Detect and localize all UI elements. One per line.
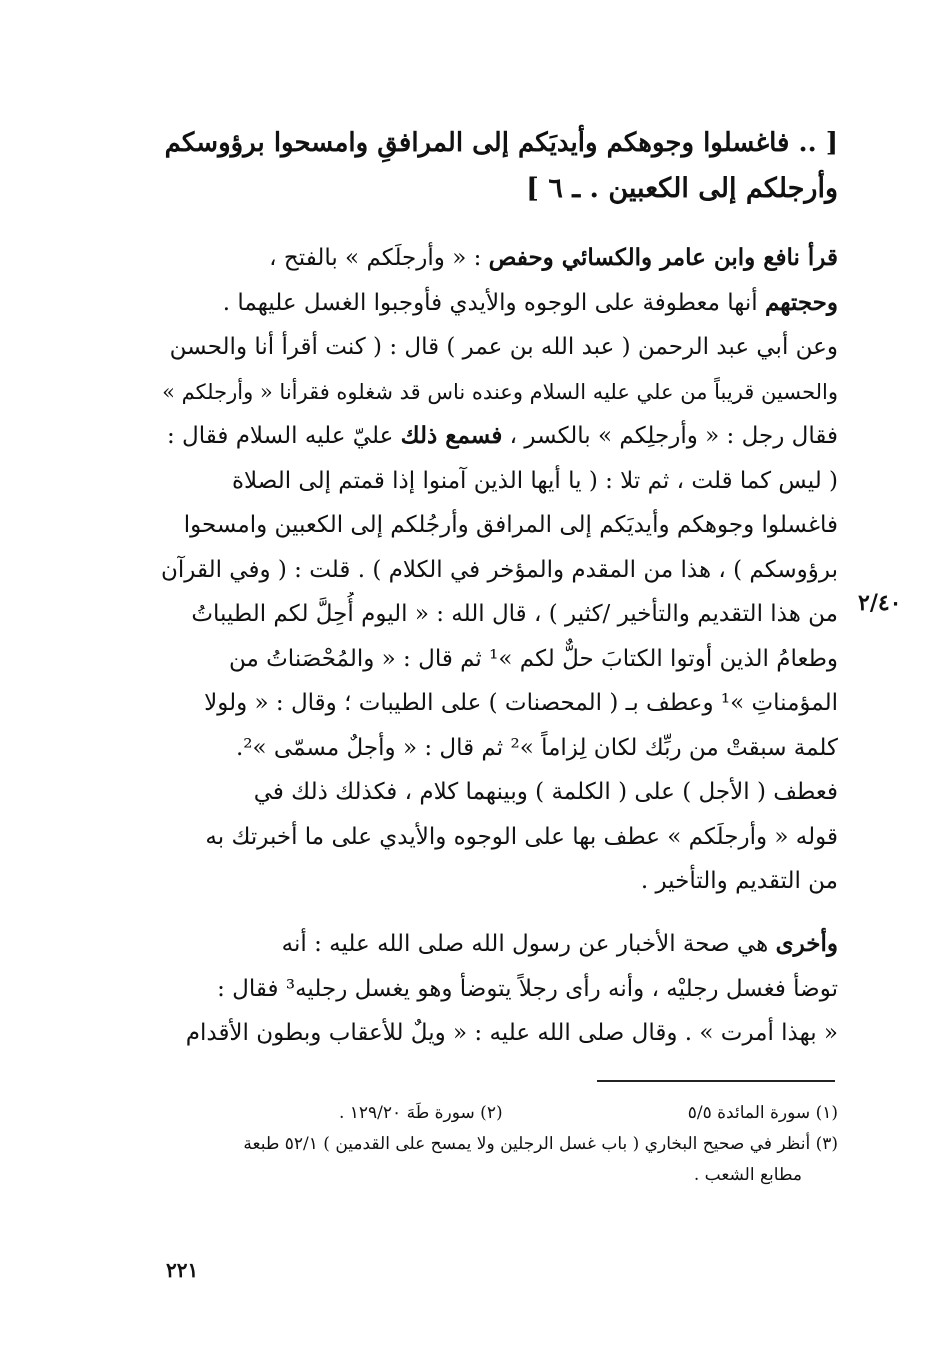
paragraph-line: فاغسلوا وجوهكم وأيديَكم إلى المرافق وأرجُلكم إلى الكعبين وامسحوا <box>183 512 838 538</box>
footnote-3: (٣) أنظر في صحيح البخاري ( باب غسل الرجلين ولا يمسح على القدمين ) ٥٢/١ طبعة <box>243 1134 838 1154</box>
commentary-paragraph <box>158 236 838 904</box>
footnote-row <box>158 1098 838 1129</box>
paragraph-line: من التقديم والتأخير . <box>640 868 838 894</box>
footnote-2: (٢) سورة طَهَ ١٢٩/٢٠ . <box>338 1103 503 1123</box>
paragraph-line: وطعامُ الذين أوتوا الكتابَ حلٌّ لكم »¹ ثم قال : « والمُحْصَناتُ من <box>229 645 838 672</box>
footnote-divider <box>597 1080 835 1082</box>
paragraph-line: فعطف ( الأجل ) على ( الكلمة ) وبينهما كلام ، فكذلك ذلك في <box>253 779 838 805</box>
quran-verse-heading <box>158 120 838 212</box>
paragraph-line: برؤوسكم ) ، هذا من المقدم والمؤخر في الكلام ) . قلت : ( وفي القرآن <box>160 556 838 583</box>
paragraph-line: وحجتهم أنها معطوفة على الوجوه والأيدي فأوجبوا الغسل عليهما . <box>222 288 838 316</box>
verse-line: [ .. فاغسلوا وجوهكم وأيديَكم إلى المرافقِ وامسحوا برؤوسكم <box>164 128 838 158</box>
paragraph-line: المؤمناتِ »¹ وعطف بـ ( المحصنات ) على الطيبات ؛ وقال : « ولولا <box>204 690 838 716</box>
paragraph-line: قوله « وأرجلَكم » عطف بها على الوجوه والأيدي على ما أخبرتك به <box>205 823 838 850</box>
page-number: ٢٢١ <box>166 1258 199 1282</box>
paragraph-line: قرأ نافع وابن عامر والكسائي وحفص : « وأرجلَكم » بالفتح ، <box>269 244 838 271</box>
footnotes <box>158 1098 838 1191</box>
verse-line: وأرجلكم إلى الكعبين . ـ ٦ ] <box>526 173 838 204</box>
paragraph-line: وأخرى هي صحة الأخبار عن رسول الله صلى الله عليه : أنه <box>281 930 838 957</box>
paragraph-line: من هذا التقديم والتأخير /كثير ) ، قال الله : « اليوم أُحِلَّ لكم الطيباتُ <box>191 601 838 627</box>
footnote-1: (١) سورة المائدة ٥/٥ <box>687 1103 838 1123</box>
commentary-paragraph-2 <box>158 922 838 1056</box>
paragraph-line: توضأ فغسل رجليْه ، وأنه رأى رجلاً يتوضأ وهو يغسل رجليه³ فقال : <box>217 975 838 1002</box>
footnote-3-continuation: مطابع الشعب . <box>693 1165 802 1185</box>
paragraph-line: كلمة سبقتْ من ربِّك لكان لِزاماً »² ثم قال : « وأجلٌ مسمّى »². <box>235 734 838 761</box>
margin-reference: ٢/٤٠ <box>858 590 902 616</box>
paragraph-line: وعن أبي عبد الرحمن ( عبد الله بن عمر ) قال : ( كنت أقرأ أنا والحسن <box>169 334 838 360</box>
paragraph-line: والحسين قريباً من علي عليه السلام وعنده ناس قد شغلوه فقرأنا « وأرجلكم » <box>162 379 838 404</box>
paragraph-line: ( ليس كما قلت ، ثم تلا : ( يا أيها الذين آمنوا إذا قمتم إلى الصلاة <box>231 467 838 494</box>
paragraph-line: « بهذا أمرت » . وقال صلى الله عليه : « ويلٌ للأعقاب وبطون الأقدام <box>185 1020 838 1046</box>
paragraph-line: فقال رجل : « وأرجلِكم » بالكسر ، فسمع ذلك عليّ عليه السلام فقال : <box>166 422 838 449</box>
